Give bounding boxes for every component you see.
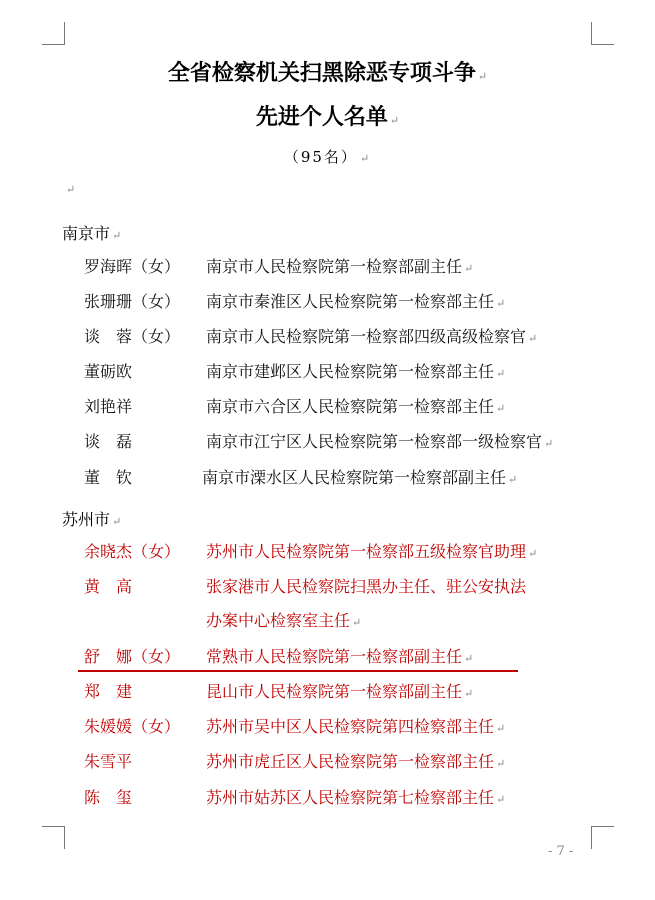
person-title: 苏州市吴中区人民检察院第四检察部主任 ↵ xyxy=(206,717,506,736)
list-item xyxy=(84,430,604,454)
paragraph-mark-icon: ↵ xyxy=(496,367,506,380)
person-title: 张家港市人民检察院扫黑办主任、驻公安执法 xyxy=(206,577,527,596)
paragraph-mark-icon: ↵ xyxy=(528,547,538,560)
person-title: 南京市人民检察院第一检察部副主任 ↵ xyxy=(206,257,474,276)
person-title: 苏州市虎丘区人民检察院第一检察部主任 ↵ xyxy=(206,752,506,771)
paragraph-mark-icon: ↵ xyxy=(464,652,474,665)
paragraph-mark-icon: ↵ xyxy=(496,757,506,770)
paragraph-mark-icon: ↵ xyxy=(477,70,488,83)
person-title: 南京市秦淮区人民检察院第一检察部主任 ↵ xyxy=(206,292,506,311)
paragraph-mark-icon: ↵ xyxy=(464,262,474,275)
paragraph-mark-icon: ↵ xyxy=(66,183,76,196)
person-title: 苏州市人民检察院第一检察部五级检察官助理 ↵ xyxy=(206,542,538,561)
list-item xyxy=(84,715,604,739)
person-title: 南京市人民检察院第一检察部四级高级检察官 ↵ xyxy=(206,327,538,346)
list-item-highlighted xyxy=(84,645,604,669)
list-item xyxy=(84,575,604,599)
paragraph-mark-icon: ↵ xyxy=(544,437,554,450)
city-heading-suzhou: 苏州市 ↵ xyxy=(62,510,122,529)
list-item xyxy=(84,540,604,564)
person-name: 谈 蓉（女） xyxy=(84,327,181,346)
paragraph-mark-icon: ↵ xyxy=(496,402,506,415)
list-item xyxy=(84,395,604,419)
list-item xyxy=(84,360,604,384)
person-name: 罗海晖（女） xyxy=(84,257,181,276)
document-title-line1: 全省检察机关扫黑除恶专项斗争 ↵ xyxy=(167,60,488,86)
highlight-underline xyxy=(78,670,518,672)
list-item xyxy=(84,750,604,774)
person-title: 昆山市人民检察院第一检察部副主任 ↵ xyxy=(206,682,474,701)
paragraph-mark-icon: ↵ xyxy=(112,229,122,242)
crop-mark-bottom-right xyxy=(591,826,614,849)
document-title-line2: 先进个人名单 ↵ xyxy=(255,104,400,130)
person-title: 南京市建邺区人民检察院第一检察部主任 ↵ xyxy=(206,362,506,381)
person-title-continuation: 办案中心检察室主任 ↵ xyxy=(206,611,362,630)
city-heading-nanjing: 南京市 ↵ xyxy=(62,224,122,243)
person-name: 余晓杰（女） xyxy=(84,542,181,561)
list-item xyxy=(84,786,604,810)
paragraph-mark-icon: ↵ xyxy=(389,114,400,127)
person-name: 朱雪平 xyxy=(84,752,133,771)
person-name: 黄 高 xyxy=(84,577,133,596)
person-title: 苏州市姑苏区人民检察院第七检察部主任 ↵ xyxy=(206,788,506,807)
paragraph-mark-icon: ↵ xyxy=(496,297,506,310)
paragraph-mark-icon: ↵ xyxy=(508,473,518,486)
list-item xyxy=(84,680,604,704)
list-item xyxy=(84,466,604,490)
list-item xyxy=(84,255,604,279)
person-name: 郑 建 xyxy=(84,682,133,701)
paragraph-mark-icon: ↵ xyxy=(528,332,538,345)
person-name: 朱媛媛（女） xyxy=(84,717,181,736)
list-item xyxy=(84,325,604,349)
crop-mark-top-left xyxy=(42,22,65,45)
page-number: - 7 - xyxy=(548,844,574,859)
award-count: （95名） ↵ xyxy=(283,148,372,166)
person-title: 南京市六合区人民检察院第一检察部主任 ↵ xyxy=(206,397,506,416)
person-name: 董砺欧 xyxy=(84,362,133,381)
paragraph-mark-icon: ↵ xyxy=(464,687,474,700)
person-name: 董 钦 xyxy=(84,468,133,487)
paragraph-mark-icon: ↵ xyxy=(359,152,372,165)
person-title: 南京市溧水区人民检察院第一检察部副主任 ↵ xyxy=(202,468,518,487)
paragraph-mark-icon: ↵ xyxy=(112,515,122,528)
list-item xyxy=(84,290,604,314)
paragraph-mark-icon: ↵ xyxy=(496,722,506,735)
person-name: 刘艳祥 xyxy=(84,397,133,416)
crop-mark-top-right xyxy=(591,22,614,45)
paragraph-mark-icon: ↵ xyxy=(496,793,506,806)
person-title: 南京市江宁区人民检察院第一检察部一级检察官 ↵ xyxy=(206,432,554,451)
paragraph-mark-icon: ↵ xyxy=(352,616,362,629)
person-title: 常熟市人民检察院第一检察部副主任 ↵ xyxy=(206,647,474,666)
person-name: 张珊珊（女） xyxy=(84,292,181,311)
person-name: 舒 娜（女） xyxy=(84,647,181,666)
person-name: 谈 磊 xyxy=(84,432,133,451)
crop-mark-bottom-left xyxy=(42,826,65,849)
person-name: 陈 玺 xyxy=(84,788,133,807)
